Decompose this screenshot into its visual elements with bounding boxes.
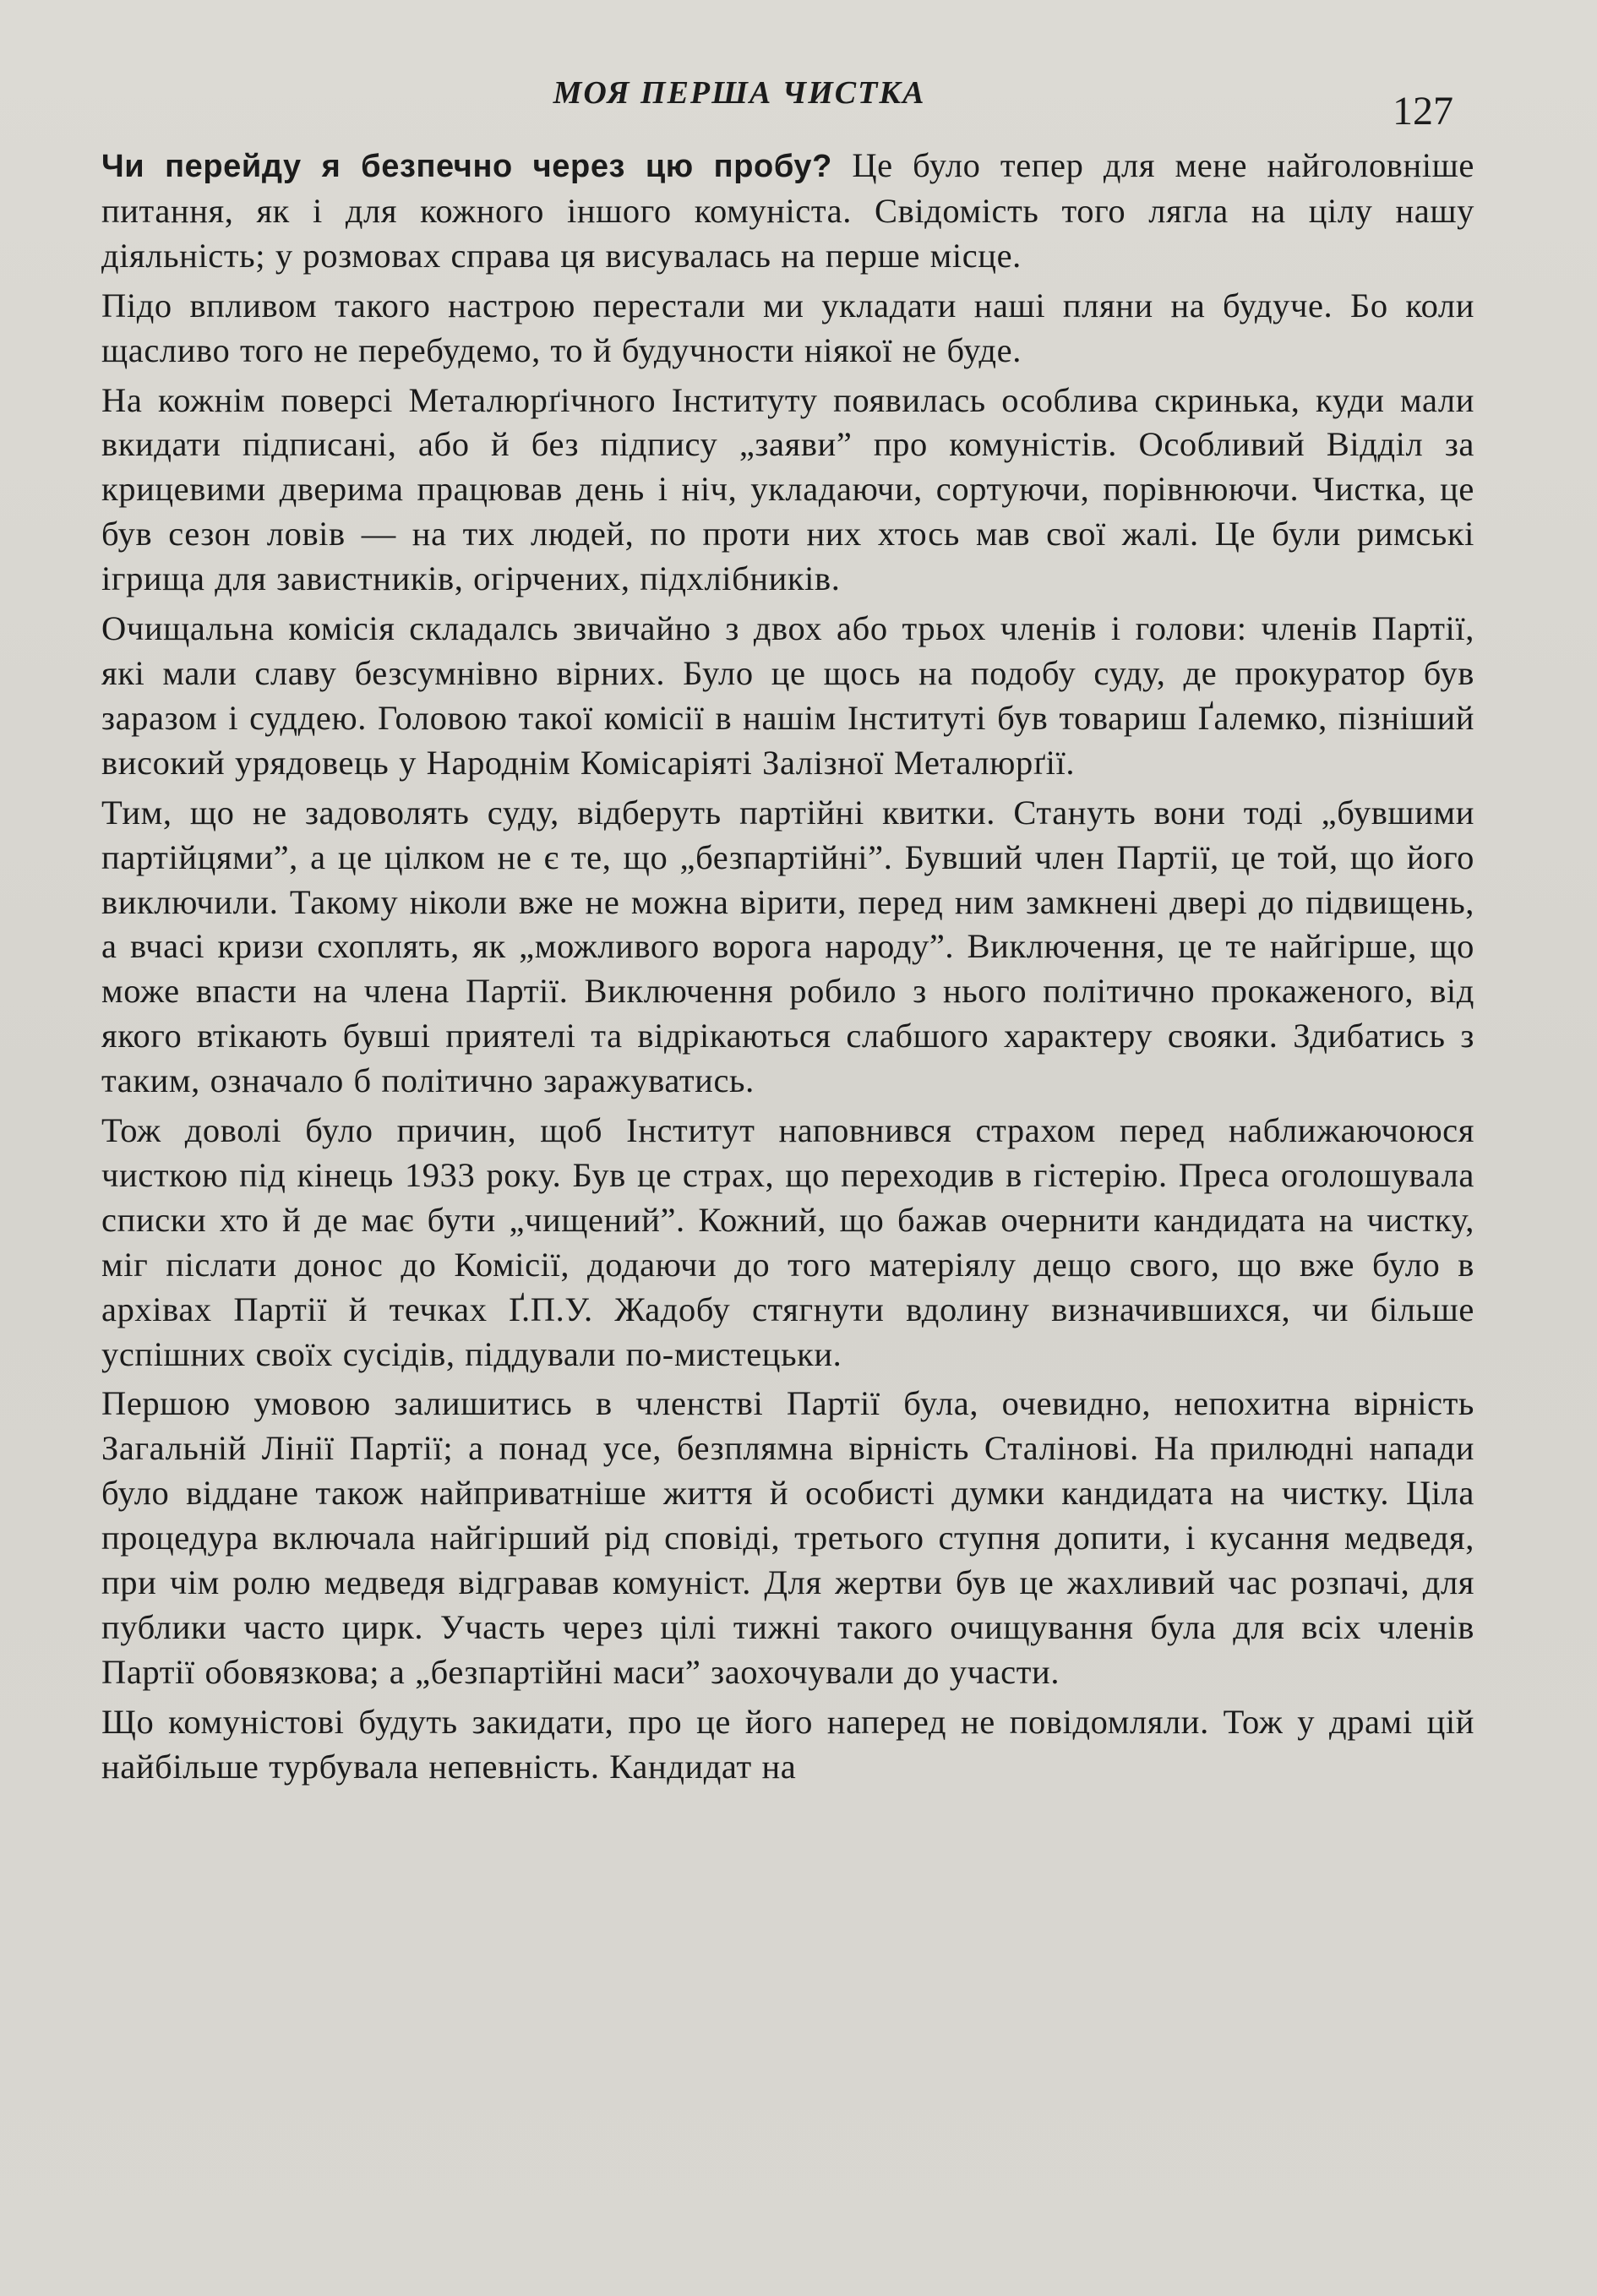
paragraph-text: Тож доволі було причин, щоб Інститут наповнився страхом перед наближаючоюся чисткою під кінець 1933 року. Був це страх, що переходив в гістерію. Преса оголошувала списки хто й де має бути „чищений”. Кожний, що бажав очернити кандидата на чистку, міг післати донос до Комісії, додаючи до того матеріялу дещо свого, що вже було в архівах Партії й течках Ґ.П.У. Жадобу стягнути вдолину визначившихся, чи більше успішних своїх сусідів, піддували по-мистецьки. <box>101 1111 1474 1373</box>
paragraph-text: Що комуністові будуть закидати, про це його наперед не повідомляли. Тож у драмі цій найбільше турбувала непевність. Кандидат на <box>101 1702 1474 1786</box>
paragraph-text: Тим, що не задоволять суду, відберуть партійні квитки. Стануть вони тоді „бувшими партійцями”, а це цілком не є те, що „безпартійні”. Бувший член Партії, це той, що його виключили. Такому ніколи вже не можна вірити, перед ним замкнені двері до підвищень, а вчасі кризи схоплять, як „можливого ворога народу”. Виключення, це те найгірше, що може впасти на члена Партії. Виключення робило з нього політично прокаженого, від якого втікають бувші приятелі та відрікаються слабшого характеру свояки. Здибатись з таким, означало б політично заражуватись. <box>101 793 1474 1100</box>
page-number: 127 <box>1393 89 1453 134</box>
body-text <box>101 144 1474 1795</box>
running-title: МОЯ ПЕРША ЧИСТКА <box>553 75 926 111</box>
paragraph-text: Очищальна комісія складалсь звичайно з двох або трьох членів і голови: членів Партії, які мали славу безсумнівно вірних. Було це щось на подобу суду, де прокуратор був заразом і суддею. Головою такої комісії в нашім Інституті був товариш Ґалемко, пізніший високий урядовець у Народнім Комісаріяті Залізної Металюрґії. <box>101 609 1474 782</box>
paragraph-lead: Чи перейду я безпечно через цю пробу? <box>101 149 832 184</box>
paragraph <box>101 791 1474 1104</box>
paragraph <box>101 1700 1474 1790</box>
paragraph <box>101 379 1474 603</box>
paragraph <box>101 607 1474 786</box>
paragraph <box>101 1109 1474 1377</box>
paragraph <box>101 284 1474 374</box>
paragraph-text: Першою умовою залишитись в членстві Партії була, очевидно, непохитна вірність Загальній Лінії Партії; а понад усе, безплямна вірність Сталінові. На прилюдні напади було віддане також найприватніше життя й особисті думки кандидата на чистку. Ціла процедура включала найгірший рід сповіді, третього ступня допити, і кусання медведя, при чім ролю медведя відгравав комуніст. Для жертви був це жахливий час розпачі, для публики часто цирк. Участь через цілі тижні такого очищування була для всіх членів Партії обовязкова; а „безпартійні маси” заохочували до участи. <box>101 1384 1474 1691</box>
paragraph <box>101 144 1474 279</box>
paragraph <box>101 1382 1474 1694</box>
paragraph-text: Підо впливом такого настрою перестали ми укладати наші пляни на будуче. Бо коли щасливо того не перебудемо, то й будучности ніякої не буде. <box>101 286 1474 369</box>
paragraph-text: Це було тепер для мене найголовніше питання, як і для кожного іншого комуніста. Свідомість того лягла на цілу нашу діяльність; у розмовах справа ця висувалась на перше місце. <box>101 146 1474 275</box>
paragraph-text: На кожнім поверсі Металюрґічного Інституту появилась особлива скринька, куди мали вкидати підписані, або й без підпису „заяви” про комуністів. Особливий Відділ за крицевими дверима працював день і ніч, укладаючи, сортуючи, порівнюючи. Чистка, це був сезон ловів — на тих людей, по проти них хтось мав свої жалі. Це були римські ігрища для завистників, огірчених, підхлібників. <box>101 380 1474 598</box>
